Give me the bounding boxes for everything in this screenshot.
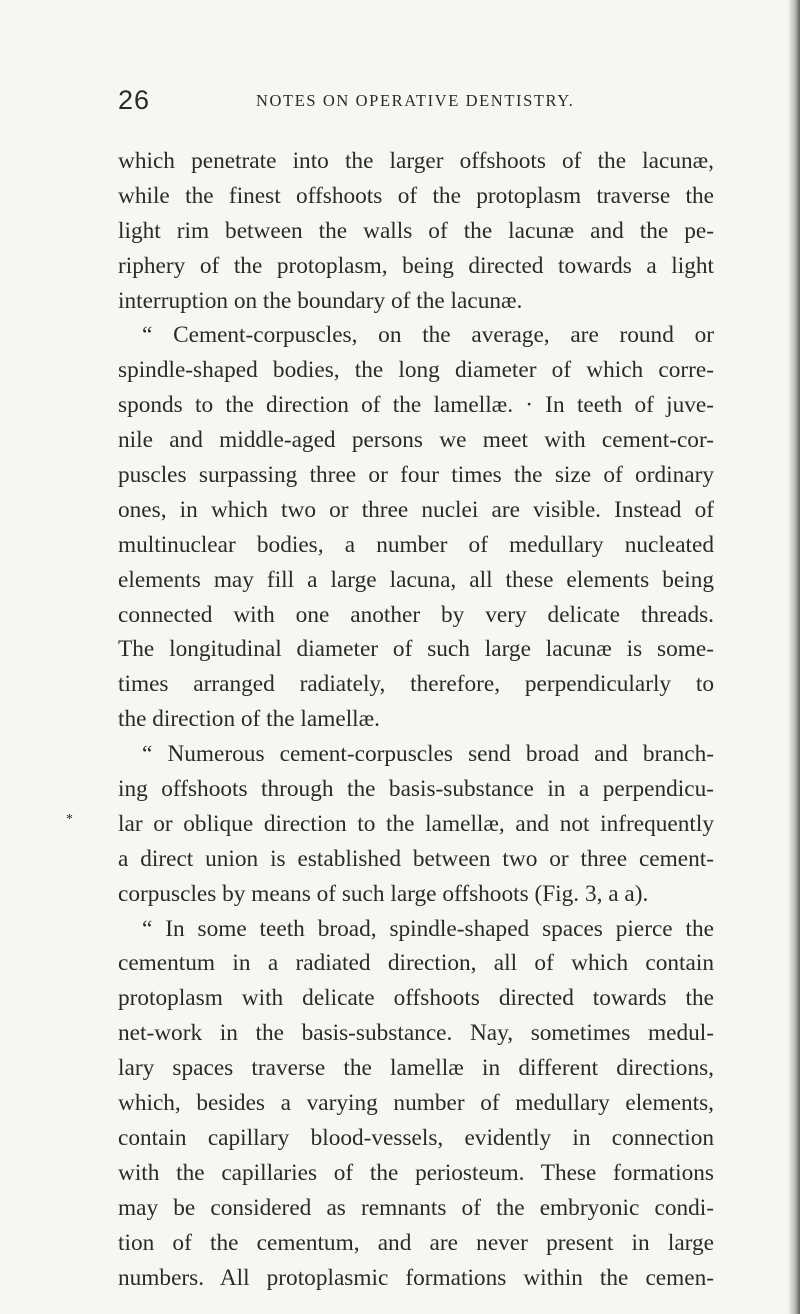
text-line: puscles surpassing three or four times the size of ordinary [118, 462, 714, 489]
text-line: nile and middle-aged persons we meet with cement-cor- [118, 427, 714, 454]
text-line: “ Numerous cement-corpuscles send broad and branch- [142, 741, 714, 768]
text-line: spindle-shaped bodies, the long diameter of which corre- [118, 357, 714, 384]
body-text [118, 144, 714, 1295]
text-line: contain capillary blood-vessels, evidently in connection [118, 1124, 714, 1151]
text-line: cementum in a radiated direction, all of which contain [118, 950, 714, 977]
text-line: light rim between the walls of the lacunæ and the pe- [118, 217, 714, 244]
text-line: which penetrate into the larger offshoots of the lacunæ, [118, 148, 714, 174]
text-line: numbers. All protoplasmic formations within the cemen- [118, 1264, 714, 1291]
text-line: lary spaces traverse the lamellæ in different directions, [118, 1055, 714, 1082]
text-line: the direction of the lamellæ. [118, 706, 381, 733]
text-line: which, besides a varying number of medullary elements, [118, 1090, 714, 1117]
text-line: riphery of the protoplasm, being directed towards a light [118, 252, 714, 279]
text-line: net-work in the basis-substance. Nay, sometimes medul- [118, 1020, 714, 1047]
text-line: multinuclear bodies, a number of medullary nucleated [118, 531, 714, 558]
text-line: lar or oblique direction to the lamellæ, and not infrequently [118, 810, 714, 837]
running-head [118, 85, 714, 115]
text-line: sponds to the direction of the lamellæ. · In teeth of juve- [118, 392, 714, 419]
text-line: “ Cement-corpuscles, on the average, are round or [142, 322, 714, 349]
text-line: may be considered as remnants of the embryonic condi- [118, 1194, 714, 1221]
text-line: a direct union is established between two or three cement- [118, 845, 714, 872]
text-line: with the capillaries of the periosteum. These formations [118, 1159, 714, 1186]
text-line: “ In some teeth broad, spindle-shaped spaces pierce the [142, 915, 714, 942]
text-line: connected with one another by very delicate threads. [118, 601, 714, 628]
text-line: corpuscles by means of such large offshoots (Fig. 3, a a). [118, 880, 649, 907]
margin-mark: * [66, 812, 73, 827]
text-line: ones, in which two or three nuclei are visible. Instead of [118, 496, 714, 523]
page-number: 26 [118, 85, 151, 115]
running-title: NOTES ON OPERATIVE DENTISTRY. [256, 91, 575, 110]
text-line: times arranged radiately, therefore, perpendicularly to [118, 671, 714, 698]
text-line: tion of the cementum, and are never present in large [118, 1229, 714, 1256]
page-edge-shadow [788, 0, 800, 1314]
text-line: ing offshoots through the basis-substance in a perpendicu- [118, 776, 714, 803]
text-line: protoplasm with delicate offshoots directed towards the [118, 985, 714, 1012]
text-line: elements may fill a large lacuna, all these elements being [118, 566, 714, 593]
text-line: interruption on the boundary of the lacunæ. [118, 287, 523, 314]
text-line: The longitudinal diameter of such large lacunæ is some- [118, 636, 714, 663]
text-line: while the finest offshoots of the protoplasm traverse the [118, 182, 714, 209]
